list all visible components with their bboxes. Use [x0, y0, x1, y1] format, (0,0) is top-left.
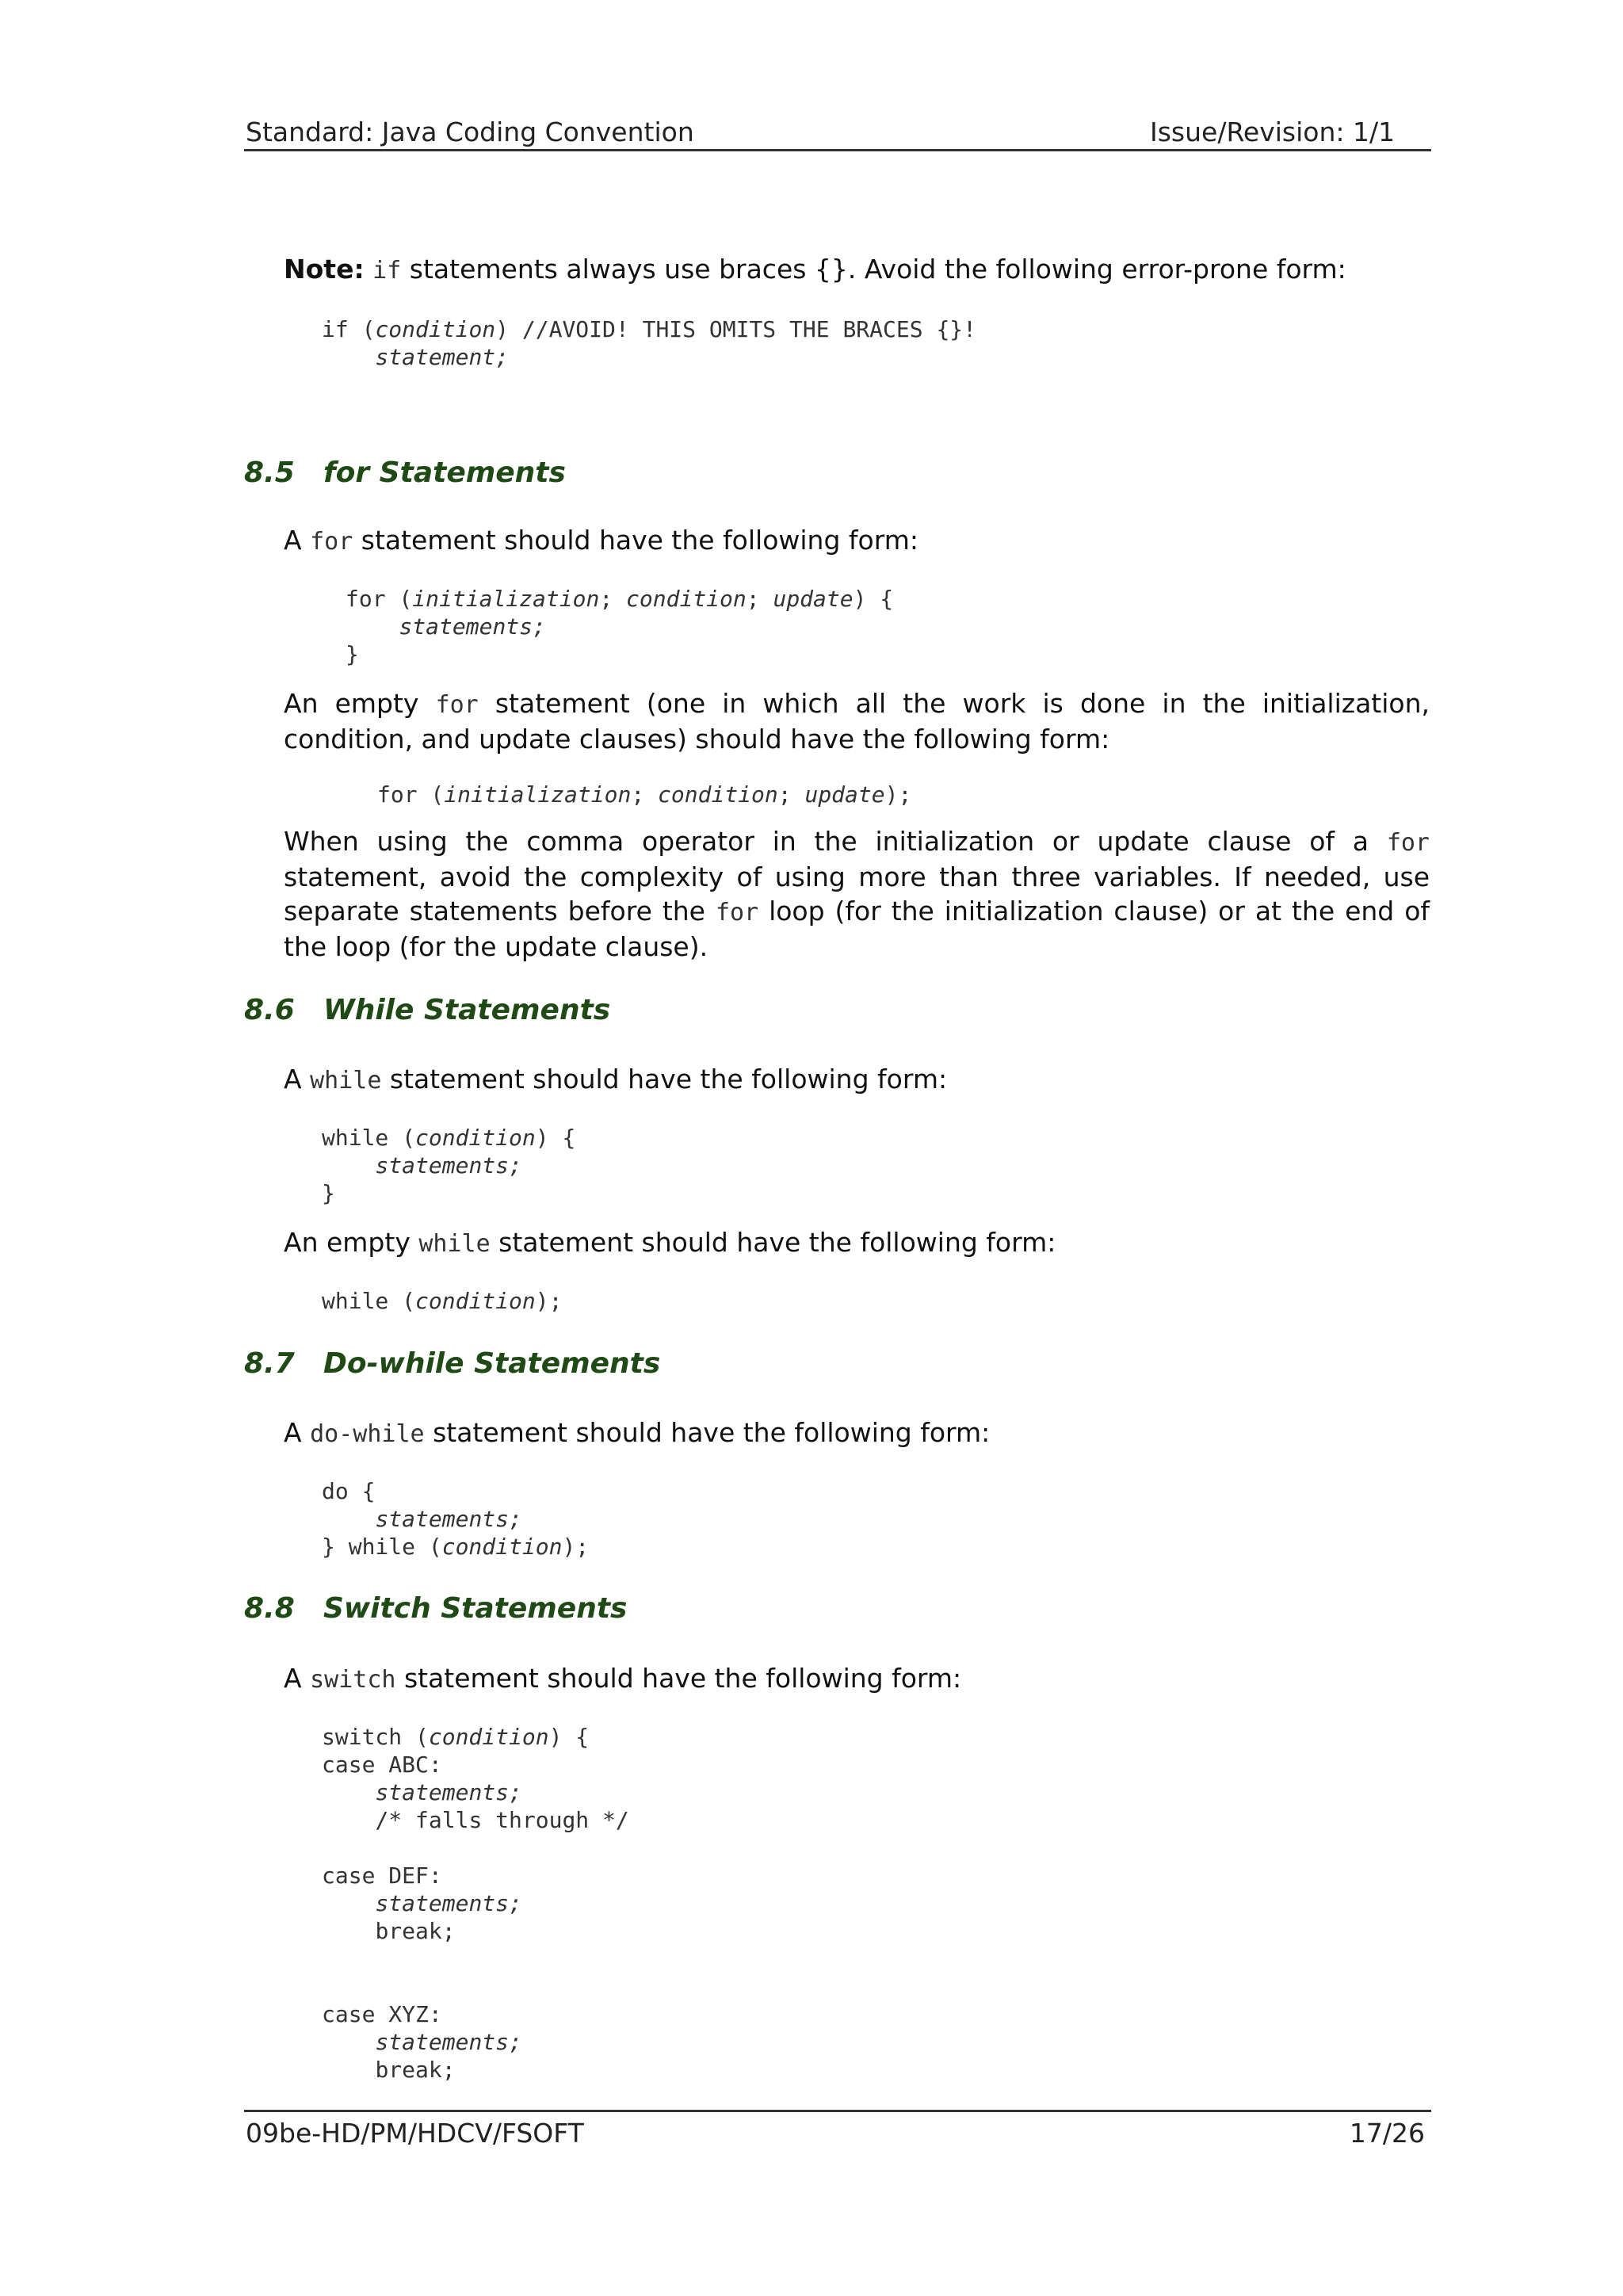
code-token: case XYZ: — [322, 2001, 442, 2027]
section-title: Do-while Statements — [323, 1347, 661, 1380]
code-token: statements; — [399, 613, 546, 640]
code-token: condition — [626, 586, 747, 612]
code-token: initialization — [444, 781, 632, 808]
code-token: ) { — [853, 586, 894, 612]
for-comma-paragraph — [284, 824, 1430, 964]
inline-code: switch — [310, 1666, 396, 1694]
code-token: ) //AVOID! THIS OMITS THE BRACES {}! — [495, 316, 977, 342]
code-token: statements; — [375, 1152, 522, 1179]
text-run: statement (one in which all the work is done in the initialization, condition, and update clauses) should have the following form: — [284, 688, 1430, 755]
code-block-for-empty — [377, 781, 911, 808]
section-number: 8.5 — [244, 457, 295, 489]
for-intro-paragraph — [284, 523, 1430, 559]
code-token: case ABC: — [322, 1752, 442, 1778]
inline-code: while — [310, 1067, 382, 1095]
code-token: case DEF: — [322, 1862, 442, 1889]
text-run: statement, avoid the complexity of using more than three variables. If needed, use separate statements before the — [284, 861, 1430, 926]
code-token: ); — [535, 1288, 563, 1314]
code-token: statements; — [375, 1779, 522, 1805]
code-token: break; — [375, 1918, 456, 1944]
while-empty-paragraph — [284, 1225, 1430, 1261]
code-token: while ( — [322, 1125, 416, 1151]
code-token: } — [346, 641, 359, 667]
inline-code: for — [435, 691, 479, 719]
section-number: 8.6 — [244, 994, 295, 1026]
switch-intro-paragraph — [284, 1661, 1430, 1697]
inline-code: for — [715, 899, 759, 926]
code-token: statements; — [375, 1890, 522, 1916]
section-number: 8.8 — [244, 1592, 295, 1625]
code-token: update — [773, 586, 854, 612]
text-run: A — [284, 1663, 311, 1694]
code-block-do-while — [322, 1477, 589, 1561]
code-token: condition — [415, 1288, 536, 1314]
code-token: update — [804, 781, 885, 808]
code-token: } while ( — [322, 1534, 442, 1560]
code-token: statement; — [375, 344, 510, 370]
note-label: Note: — [284, 254, 365, 285]
header-title: Standard: Java Coding Convention — [246, 117, 694, 147]
text-run: A — [284, 1417, 311, 1448]
code-block-switch — [322, 1723, 629, 2084]
text-run: statement should have the following form: — [490, 1227, 1056, 1258]
section-heading-8-5 — [244, 456, 566, 491]
while-intro-paragraph — [284, 1062, 1430, 1098]
code-token: do { — [322, 1478, 376, 1504]
code-token: ); — [562, 1534, 590, 1560]
text-run: An empty — [284, 688, 436, 719]
code-block-while — [322, 1124, 575, 1207]
code-block-if-avoid — [322, 315, 976, 371]
note-text: statements always use braces {}. Avoid the following error-prone form: — [401, 254, 1346, 285]
code-token: condition — [658, 781, 778, 808]
for-empty-paragraph — [284, 686, 1430, 756]
page-footer — [244, 2110, 1431, 2152]
code-token: ) { — [535, 1125, 576, 1151]
inline-code: do-while — [310, 1420, 425, 1448]
section-title: for Statements — [323, 457, 566, 489]
section-heading-8-8 — [244, 1591, 627, 1626]
code-token: condition — [428, 1724, 549, 1750]
code-token: statements; — [375, 2029, 522, 2055]
header-revision: Issue/Revision: 1/1 — [1150, 117, 1396, 147]
section-number: 8.7 — [244, 1347, 295, 1380]
text-run: statement should have the following form: — [424, 1417, 991, 1448]
inline-code: while — [418, 1230, 491, 1258]
text-run: A — [284, 1064, 311, 1095]
section-heading-8-7 — [244, 1347, 660, 1381]
code-token: break; — [375, 2057, 456, 2083]
code-token: ; — [746, 586, 773, 612]
footer-document-id: 09be-HD/PM/HDCV/FSOFT — [246, 2118, 584, 2149]
code-token: ; — [777, 781, 805, 808]
code-token: ; — [599, 586, 627, 612]
footer-page-number: 17/26 — [1349, 2118, 1425, 2149]
code-token: switch ( — [322, 1724, 429, 1750]
code-token: /* falls through */ — [375, 1807, 629, 1833]
code-token: condition — [441, 1534, 563, 1560]
code-block-while-empty — [322, 1287, 562, 1315]
page-header — [244, 116, 1431, 151]
text-run: An empty — [284, 1227, 419, 1258]
code-token: while ( — [322, 1288, 416, 1314]
do-while-intro-paragraph — [284, 1415, 1430, 1451]
note-inline-code: if — [372, 257, 402, 285]
code-token: ); — [884, 781, 912, 808]
section-title: While Statements — [323, 994, 611, 1026]
code-token: condition — [415, 1125, 536, 1151]
code-token: ) { — [548, 1724, 590, 1750]
code-token: statements; — [375, 1506, 522, 1532]
code-token: } — [322, 1180, 335, 1206]
text-run: statement should have the following form: — [381, 1064, 948, 1095]
text-run: When using the comma operator in the initialization or update clause of a — [284, 826, 1387, 857]
code-token: for ( — [346, 586, 413, 612]
code-token: for ( — [377, 781, 445, 808]
inline-code: for — [310, 528, 353, 556]
note-paragraph — [284, 252, 1430, 288]
code-token: initialization — [412, 586, 600, 612]
text-run: statement should have the following form: — [353, 525, 918, 556]
text-run: A — [284, 525, 311, 556]
section-title: Switch Statements — [323, 1592, 628, 1625]
text-run: statement should have the following form: — [395, 1663, 962, 1694]
code-token: if ( — [322, 316, 376, 342]
inline-code: for — [1386, 829, 1430, 857]
code-token: condition — [375, 316, 496, 342]
section-heading-8-6 — [244, 993, 610, 1028]
code-token: ; — [631, 781, 659, 808]
code-block-for — [346, 585, 893, 668]
text-run: loop (for the initialization clause) or at the end of the loop (for the update clause). — [284, 896, 1430, 962]
